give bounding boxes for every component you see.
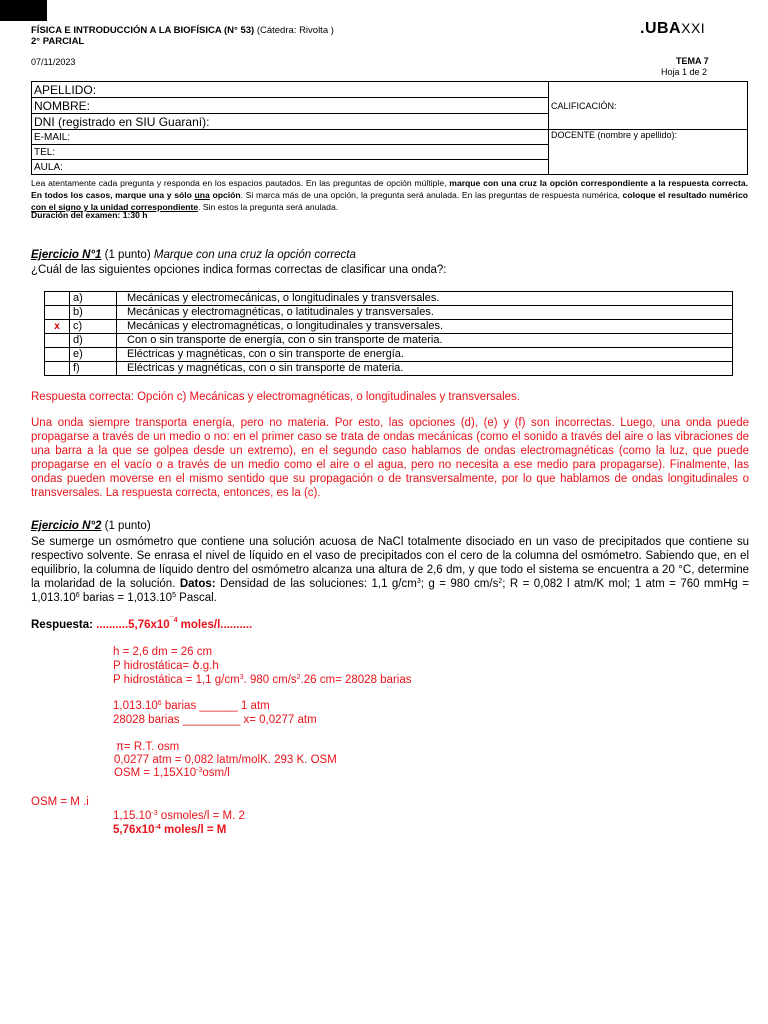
calc-osm: OSM = $1,15X10^{-3}osm/l$: [114, 767, 230, 779]
uba-xxi-logo: .UBAXXI: [640, 20, 706, 37]
ex2-answer: Respuesta: $..........5,76x10^{¯4}$ moles/l..........: [31, 617, 253, 631]
option-text: Mecánicas y electromecánicas, o longitudinales y transversales.: [117, 292, 733, 306]
option-mark[interactable]: x: [45, 320, 70, 334]
option-mark[interactable]: [45, 334, 70, 348]
exam-date: 07/11/2023: [31, 57, 76, 67]
ex2-title: Ejercicio N°2 (1 punto): [31, 520, 151, 532]
ex1-options-table: [44, 291, 733, 376]
option-row[interactable]: [45, 320, 733, 334]
email-field[interactable]: E-MAIL:: [32, 130, 549, 145]
option-text: Mecánicas y electromagnéticas, o longitudinales y transversales.: [117, 320, 733, 334]
catedra-label: (Cátedra: Rivolta ): [256, 25, 334, 36]
option-row[interactable]: [45, 348, 733, 362]
calc-osm-formula: OSM = M .i: [31, 796, 89, 808]
option-letter: f): [70, 362, 117, 376]
option-letter: a): [70, 292, 117, 306]
calc-height: h = 2,6 dm = 26 cm: [113, 646, 213, 658]
calificacion-field[interactable]: CALIFICACIÓN:: [549, 82, 748, 130]
option-row[interactable]: [45, 362, 733, 376]
tema-label: TEMA 7: [676, 56, 709, 66]
aula-field[interactable]: AULA:: [32, 160, 549, 175]
corner-black-mark: [0, 0, 47, 21]
exam-title: 2° PARCIAL: [31, 36, 85, 47]
docente-field[interactable]: DOCENTE (nombre y apellido):: [549, 130, 748, 175]
calc-formula: P hidrostática= ծ.g.h: [113, 660, 219, 672]
nombre-field[interactable]: NOMBRE:: [32, 98, 549, 114]
option-text: Eléctricas y magnéticas, con o sin transporte de energía.: [117, 348, 733, 362]
calc-conversion-2: 28028 barias _________ x= 0,0277 atm: [113, 714, 317, 726]
page-indicator: Hoja 1 de 2: [661, 67, 708, 77]
calc-osmotic: π= R.T. osm: [116, 741, 180, 753]
option-letter: e): [70, 348, 117, 362]
option-row[interactable]: [45, 334, 733, 348]
dni-field[interactable]: DNI (registrado en SIU Guaraní):: [32, 114, 549, 130]
option-row[interactable]: [45, 306, 733, 320]
course-title: FÍSICA E INTRODUCCIÓN A LA BIOFÍSICA (N° 53) (Cátedra: Rivolta ): [31, 25, 334, 36]
option-text: Mecánicas y electromagnéticas, o latitudinales y transversales.: [117, 306, 733, 320]
student-info-table: [31, 81, 748, 175]
calc-molarity-eq: $1,15.10^{-3}$ osmoles/l = M. 2: [113, 810, 245, 822]
calc-osmotic-values: 0,0277 atm = 0,082 latm/molK. 293 K. OSM: [114, 754, 337, 766]
calc-conversion-1: 1,013.10$^6$ barias ______ 1 atm: [113, 700, 270, 712]
ex1-answer: Respuesta correcta: Opción c) Mecánicas y electromagnéticas, o longitudinales y transversales.: [31, 391, 520, 403]
option-mark[interactable]: [45, 306, 70, 320]
option-row[interactable]: [45, 292, 733, 306]
calc-pressure: P hidrostática = 1,1 $g/cm^3$. 980 $cm/s^2.26$ cm= 28028 barias: [113, 674, 412, 686]
option-mark[interactable]: [45, 348, 70, 362]
instructions: Lea atentamente cada pregunta y responda en los espacios pautados. En las preguntas de opción múltiple, marque con una cruz la opción correspondiente a la respuesta correcta. En todos los casos, marque una y sólo una opción. Si marca más de una opción, la pregunta será anulada. En las preguntas de respuesta numérica, coloque el resultado numérico con el signo y la unidad correspondiente. Sin estos la pregunta será anulada.: [31, 178, 748, 212]
ex1-title: Ejercicio N°1 (1 punto) Marque con una cruz la opción correcta: [31, 249, 356, 261]
calc-result: $5,76x10^{-4}$ moles/l = M: [113, 824, 227, 836]
tel-field[interactable]: TEL:: [32, 145, 549, 160]
option-text: Eléctricas y magnéticas, con o sin transporte de materia.: [117, 362, 733, 376]
option-text: Con o sin transporte de energía, con o sin transporte de materia.: [117, 334, 733, 348]
option-letter: c): [70, 320, 117, 334]
ex2-statement: Se sumerge un osmómetro que contiene una solución acuosa de NaCl totalmente disociado en un vaso de precipitados que contiene su respectivo solvente. Se enrasa el nivel de líquido en el vaso de precipitados con el cero de la columna del osmómetro. Sabiendo que, en el equilibrio, la columna de líquido dentro del osmómetro alcanza una altura de 2,6 dm, y que todo el sistema se encuentra a 20 °C, determine la molaridad de la solución. Datos: Densidad de las soluciones: 1,1 $g/cm^3$; g = 980 $cm/s^2$; R = 0,082 l atm/K mol; 1 atm = 760 mmHg = $1,013.10^6$ barias = $1,013.10^5$ Pascal.: [31, 536, 749, 604]
option-mark[interactable]: [45, 292, 70, 306]
exam-duration: Duración del examen: 1:30 h: [31, 210, 148, 220]
option-letter: b): [70, 306, 117, 320]
ex1-explanation: Una onda siempre transporta energía, pero no materia. Por esto, las opciones (d), (e) y (f) son incorrectas. Luego, una onda puede propagarse a través de un medio o no: en el primer caso se trata de ondas mecánicas (como el sonido a través del aire o las vibraciones de una barra a la que se golpea desde un extremo), en el segundo caso hablamos de ondas electromagnéticas (como la luz, que puede propagarse en el vacío o a través de un medio como el aire o el agua, pero no necesita a ese medio para propagarse). Finalmente, las ondas pueden moverse en el mismo sentido que su propagación o de transversalmente, por lo que hablamos de ondas longitudinales o transversales. La respuesta correcta, entonces, es la (c).: [31, 417, 749, 499]
option-letter: d): [70, 334, 117, 348]
apellido-field[interactable]: APELLIDO:: [32, 82, 549, 98]
option-mark[interactable]: [45, 362, 70, 376]
ex1-question: ¿Cuál de las siguientes opciones indica formas correctas de clasificar una onda?:: [31, 264, 447, 276]
